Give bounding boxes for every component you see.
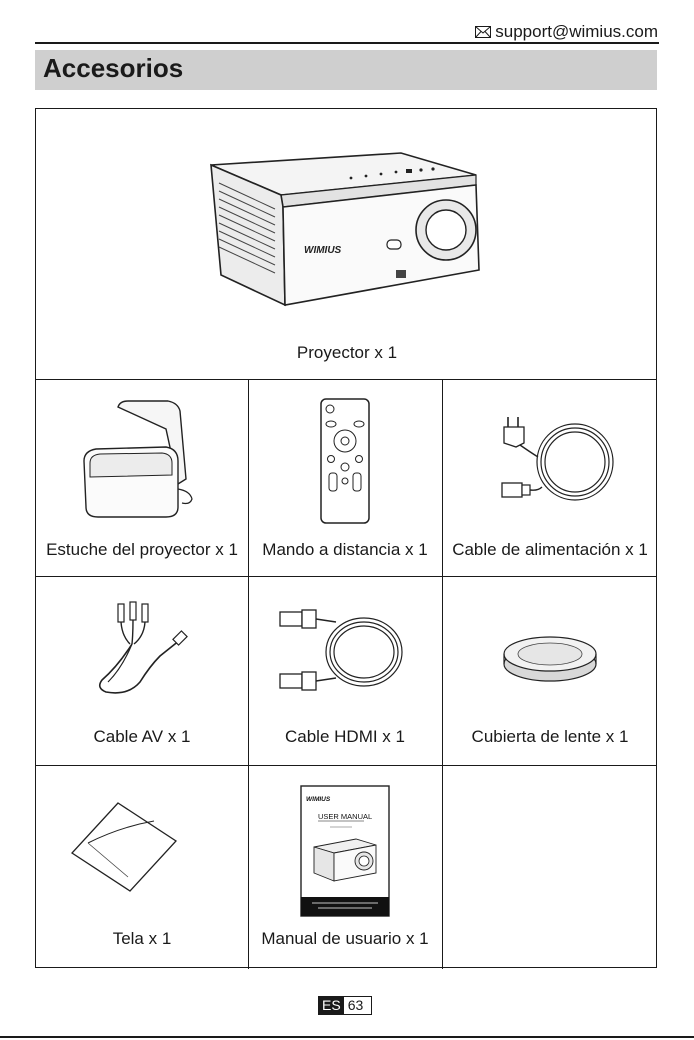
- accessory-remote: [248, 379, 442, 576]
- av-cable-image: [88, 596, 198, 701]
- caption-manual: Manual de usuario x 1: [261, 929, 429, 948]
- envelope-icon: [475, 26, 491, 38]
- carrying-case-image: [78, 399, 198, 519]
- caption-projector: Proyector x 1: [296, 343, 398, 362]
- empty-cell: [442, 765, 658, 969]
- footer-divider: [0, 1036, 694, 1038]
- power-cable-image: [490, 407, 620, 517]
- language-code: ES: [319, 997, 344, 1014]
- caption-av-cable: Cable AV x 1: [93, 727, 191, 746]
- support-email: [475, 22, 658, 42]
- user-manual-image: [300, 785, 390, 917]
- hdmi-cable-image: [276, 602, 406, 702]
- accessory-lens-cover: [442, 576, 658, 765]
- caption-case: Estuche del proyector x 1: [46, 540, 238, 559]
- email-text[interactable]: support@wimius.com: [495, 22, 658, 41]
- header-divider: [35, 42, 659, 44]
- manual-title: USER MANUAL: [318, 812, 373, 821]
- accessory-hdmi-cable: [248, 576, 442, 765]
- accessory-cloth: [36, 765, 248, 969]
- caption-remote: Mando a distancia x 1: [262, 540, 428, 559]
- accessory-av-cable: [36, 576, 248, 765]
- accessory-manual: [248, 765, 442, 969]
- caption-cloth: Tela x 1: [112, 929, 172, 948]
- caption-hdmi-cable: Cable HDMI x 1: [285, 727, 405, 746]
- section-title-bar: [35, 50, 657, 90]
- cleaning-cloth-image: [70, 799, 180, 894]
- caption-lens-cover: Cubierta de lente x 1: [471, 727, 629, 746]
- accessories-grid: [35, 108, 657, 968]
- remote-control-image: [315, 397, 375, 527]
- caption-power-cable: Cable de alimentación x 1: [452, 540, 648, 559]
- section-title: Accesorios: [43, 53, 184, 83]
- lens-cover-image: [500, 634, 600, 684]
- accessory-power-cable: [442, 379, 658, 576]
- accessory-projector: [36, 109, 658, 379]
- accessory-case: [36, 379, 248, 576]
- projector-image: [201, 145, 491, 315]
- projector-brand: WIMIUS: [304, 245, 342, 256]
- page-number: 63: [347, 997, 364, 1013]
- page-number-badge: [318, 996, 372, 1015]
- manual-brand: WIMIUS: [306, 796, 331, 803]
